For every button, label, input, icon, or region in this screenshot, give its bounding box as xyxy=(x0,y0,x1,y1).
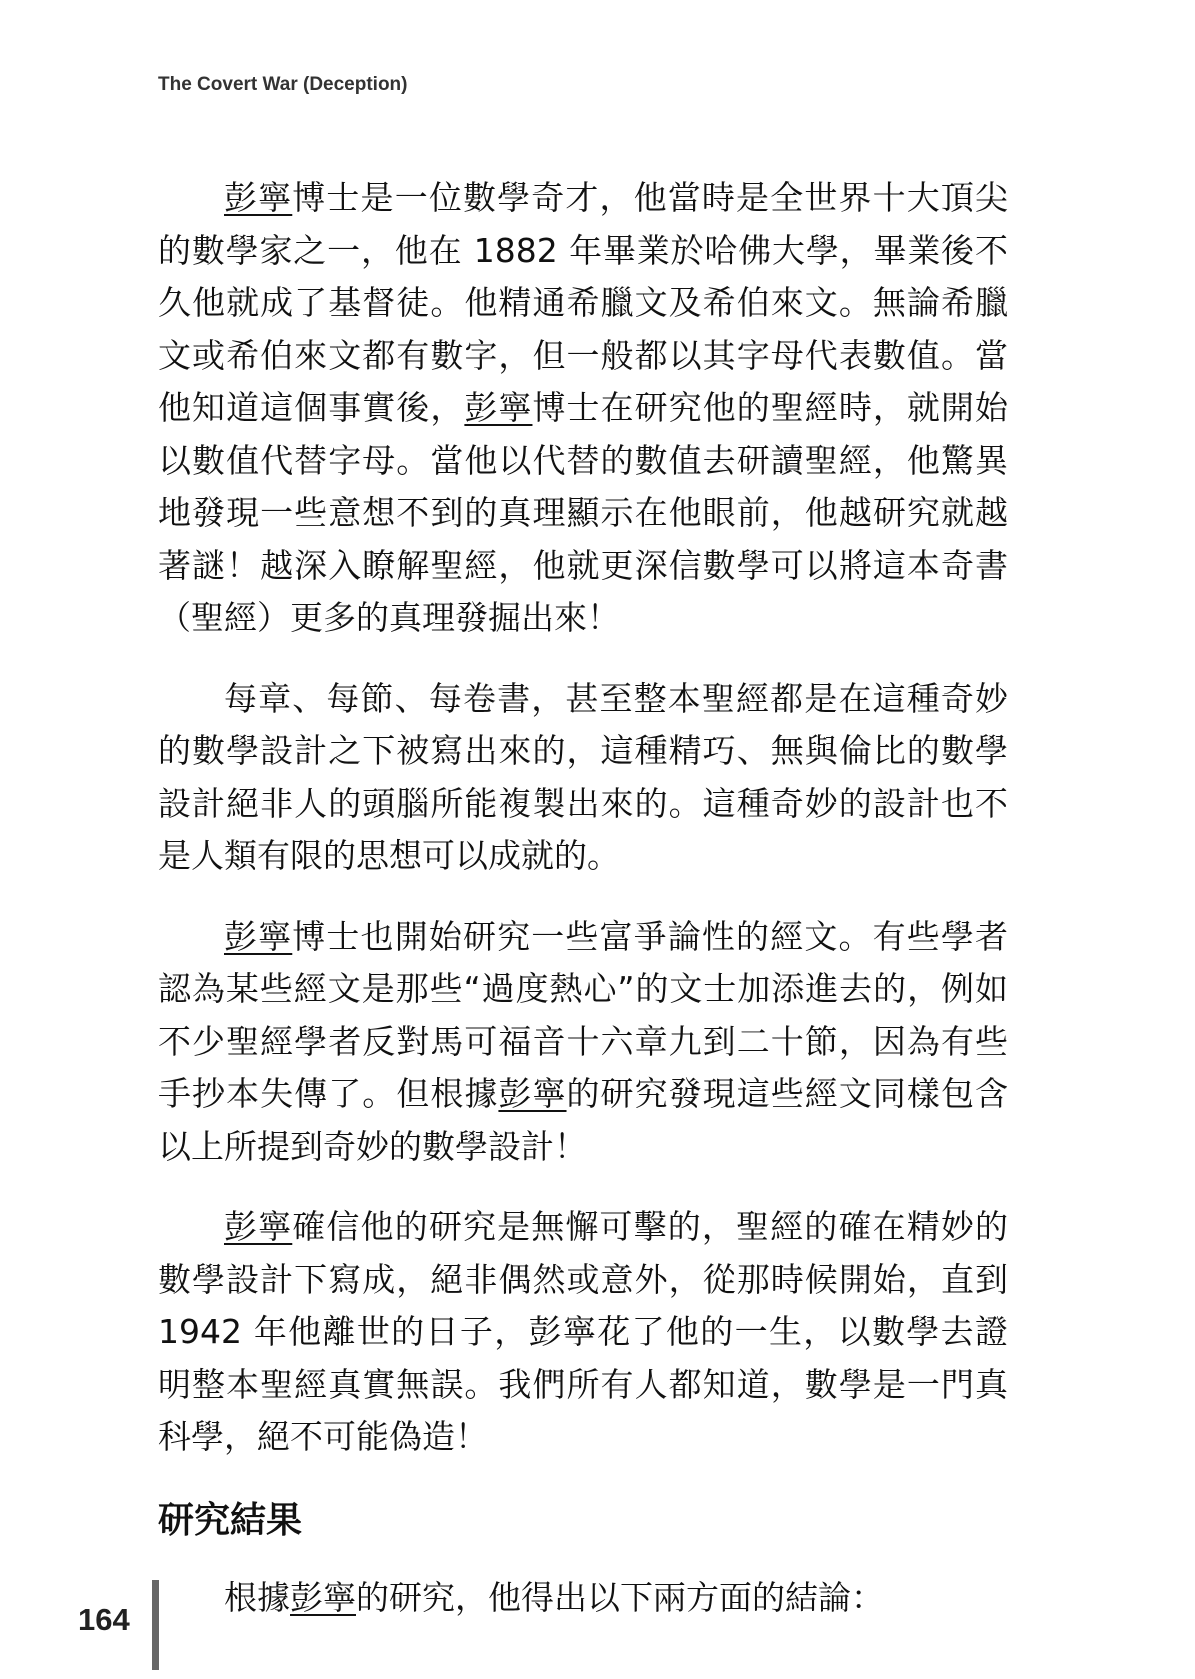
name-penning: 彭寧 xyxy=(290,1577,356,1617)
paragraph-text: 博士也開始研究一些富爭論性的經文。有些學者認為某些經文是那些“過度熱心”的文士加添進去的，例如不少聖經學者反對馬可福音十六章九到二十節，因為有些手抄本失傳了。但根據 xyxy=(158,916,1009,1113)
paragraph xyxy=(158,1572,1008,1625)
paragraph-text: 博士是一位數學奇才，他當時是全世界十大頂尖的數學家之一，他在 1882 年畢業於哈佛大學，畢業後不久他就成了基督徒。他精通希臘文及希伯來文。無論希臘文或希伯來文都有數字，但一般都以其字母代表數值。當他知道這個事實後， xyxy=(158,178,1009,427)
name-penning: 彭寧 xyxy=(464,388,533,427)
paragraph xyxy=(158,673,1008,883)
running-header: The Covert War (Deception) xyxy=(158,74,408,95)
paragraph-text: 博士在研究他的聖經時，就開始以數值代替字母。當他以代替的數值去研讀聖經，他驚異地發現一些意想不到的真理顯示在他眼前，他越研究就越著謎！越深入瞭解聖經，他就更深信數學可以將這本奇書（聖經）更多的真理發掘出來！ xyxy=(158,388,1009,637)
paragraph xyxy=(158,911,1008,1174)
paragraph-text: 的研究發現這些經文同樣包含以上所提到奇妙的數學設計！ xyxy=(158,1074,1009,1166)
name-penning: 彭寧 xyxy=(224,916,293,956)
section-heading: 研究結果 xyxy=(158,1498,303,1541)
name-penning: 彭寧 xyxy=(224,1207,293,1246)
name-penning: 彭寧 xyxy=(498,1074,567,1113)
name-penning: 彭寧 xyxy=(224,178,293,217)
paragraph-text: 根據 xyxy=(224,1577,290,1617)
paragraph xyxy=(158,1201,1008,1464)
footer-divider-bar xyxy=(152,1580,159,1670)
paragraph-text: 每章、每節、每卷書，甚至整本聖經都是在這種奇妙的數學設計之下被寫出來的，這種精巧、無與倫比的數學設計絕非人的頭腦所能複製出來的。這種奇妙的設計也不是人類有限的思想可以成就的。 xyxy=(158,678,1008,875)
page-number: 164 xyxy=(78,1602,130,1637)
paragraph-text: 的研究，他得出以下兩方面的結論： xyxy=(356,1577,884,1617)
page-footer xyxy=(70,1580,170,1670)
page-body xyxy=(158,172,1008,1652)
paragraph-text: 確信他的研究是無懈可擊的，聖經的確在精妙的數學設計下寫成，絕非偶然或意外，從那時候開始，直到 1942 年他離世的日子，彭寧花了他的一生，以數學去證明整本聖經真實無誤。我們所有人都知道，數學是一門真科學，絕不可能偽造！ xyxy=(158,1207,1009,1456)
paragraph xyxy=(158,172,1008,645)
